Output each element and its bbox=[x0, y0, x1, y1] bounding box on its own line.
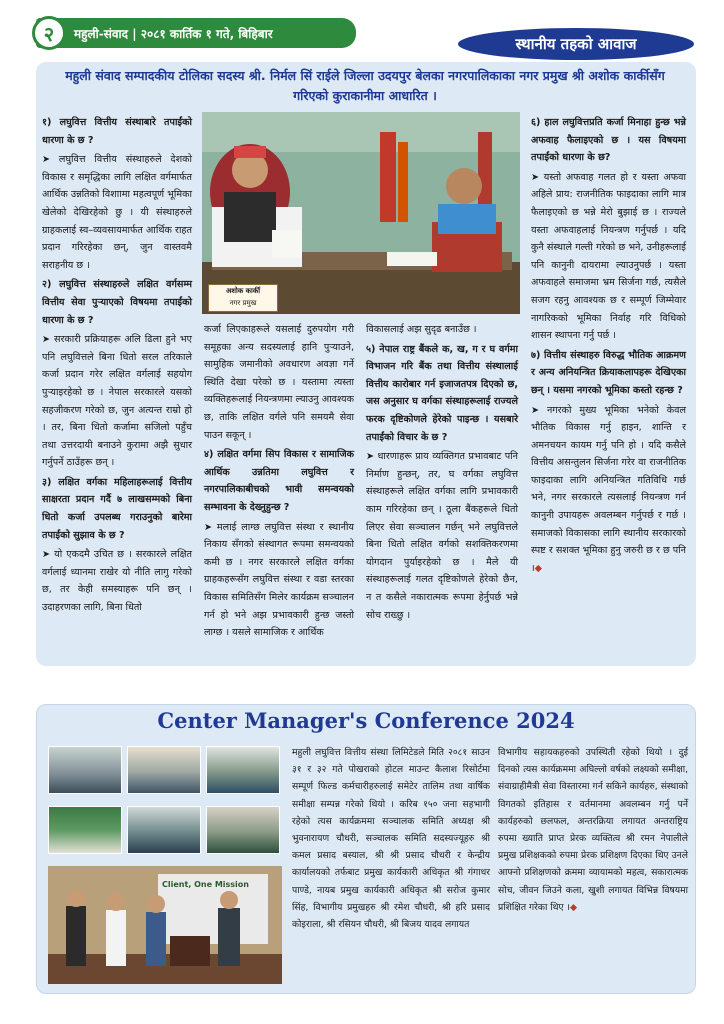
answer-text: ➤ नगरको मुख्य भूमिका भनेको केवल भौतिक विकास गर्नु हाइन, शान्ति र अमनचयन कायम गर्नु पनि हो । यदि कसैले वित्तीय असन्तुलन सिर्जना गरेर वा राजनीतिक फाइदाका लागि अनियन्त्रित गतिविधि गर्छ भने, नगर सरकारले त्यसलाई नियन्त्रण गर्न कानुनी उपायहरू अवलम्बन गर्नुपर्छ र गर्छ । समाजको विकासका लागि स्थानीय सरकारको स्पष्ट र सशक्त भूमिका हुनु जरुरी छ र छ पनि । bbox=[531, 404, 686, 574]
question: १) लघुवित्त वित्तीय संस्थाबारे तपाईंको धारणा के छ ? bbox=[42, 117, 192, 146]
answer: ➤ मलाई लाग्छ लघुवित्त संस्था र स्थानीय निकाय सँगको संस्थागत रूपमा समन्वयको कमी छ । नगर सरकारले लक्षित वर्गका ग्राहकहरूसँग लघुवित्त संस्था र वडा स्तरका विकास समितिसँग मिलेर कार्यक्रम सञ्चालन गर्न हो भने अझ प्रभावकारी हुन्छ जस्तो लाग्छ । यसले सामाजिक र आर्थिक bbox=[204, 521, 354, 639]
conference-title: Center Manager's Conference 2024 bbox=[157, 708, 575, 733]
answer bbox=[531, 402, 686, 578]
conference-photo-thumb bbox=[206, 806, 280, 854]
answer: ➤ लघुवित्त वित्तीय संस्थाहरुले देशको विकास र समृद्धिका लागि लक्षित वर्गमार्फत आर्थिक उन्नतिको विशाामा महत्वपूर्ण भूमिका खेलेको देखिरहेको छु । यी संस्थाहरुले ग्राहकलाई स्व–व्यवसायमार्फत आर्थिक राहत प्रदान गरिरहेका छन्, जुन वास्तवमै सराहनीय छ । bbox=[42, 154, 192, 271]
column-2 bbox=[204, 321, 354, 644]
nameplate bbox=[208, 284, 278, 312]
end-mark-icon: ◆ bbox=[570, 901, 578, 913]
question: ३) लक्षित वर्गका महिलाहरूलाई वित्तीय साक्षरता प्रदान गर्दै ७ लाखसम्मको बिना धितो कर्जा उपलब्ध गराउनुको बारेमा तपाईंको सुझाव के छ ? bbox=[42, 476, 192, 541]
page-header bbox=[36, 18, 356, 48]
conference-banner-text: Client, One Mission bbox=[162, 880, 249, 889]
answer: ➤ सरकारी प्रक्रियाहरू अलि ढिला हुने भए पनि लघुवित्तले बिना धितो सरल तरिकाले कर्जा प्रदान गरेर लक्षित वर्गलाई सहयोग पुऱ्याइरहेको छ । नेपाल सरकारले यसको सहजीकरण गरेको छ, जुन अत्यन्त राम्रो हो । तर, बिना धितो कर्जामा सजिलो पहुँच तथा उत्तरदायी बनाउने कुरामा अझै सुधार गर्नुपर्ने ठाउँहरू छन् । bbox=[42, 334, 192, 469]
interview-headline: महुली संवाद सम्पादकीय टोलिका सदस्य श्री. निर्मल सिं राईले जिल्ला उदयपुर बेलका नगरपालिकाका नगर प्रमुख श्री अशोक कार्कीसँग गरिएको कुराकानीमा आधारित । bbox=[65, 68, 665, 103]
answer: ➤ यस्तो अफवाह गलत हो र यस्ता अफवा अहिले प्राय: राजनीतिक फाइदाका लागि मात्र फैलाइएको छ भन्ने मेरो बुझाई छ । राज्यले यस्ता अफवाहलाई नियन्त्रण गर्नुपर्छ । यदि कुनै संस्थाले गल्ती गरेको छ भने, उनीहरूलाई पनि कानुनी दायरामा ल्याउनुपर्छ । यस्ता अफवाहले समाजमा भ्रम सिर्जना गर्छ, त्यसैले सजग रहनु आवश्यक छ र सम्पूर्ण जिम्मेवार नागरिकको भूमिका निर्वाह गरि विधिको शासन स्थापना गर्नु पर्छ । bbox=[531, 171, 686, 342]
column-4 bbox=[531, 114, 686, 579]
conference-photo-thumb bbox=[48, 806, 122, 854]
answer: विकासलाई अझ सुदृढ बनाउँछ । bbox=[366, 324, 477, 335]
conference-photo-thumb bbox=[127, 806, 201, 854]
question: ६) हाल लघुवित्तप्रति कर्जा मिनाहा हुन्छ भन्ने अफवाह फैलाइएको छ । यस विषयमा तपाईंको धारणा के छ? bbox=[531, 117, 686, 164]
answer: ➤ यो एकदमै उचित छ । सरकारले लक्षित वर्गलाई ध्यानमा राखेर यो नीति लागु गरेको छ, तर केही समस्याहरू पनि छन् । उदाहरणका लागि, बिना धितो bbox=[42, 549, 192, 614]
question: २) लघुवित्त संस्थाहरुले लक्षित वर्गसम्म वित्तीय सेवा पुऱ्याएको विषयमा तपाईंको धारणा के छ ? bbox=[42, 279, 192, 326]
conference-photo-thumb bbox=[48, 746, 122, 794]
column-1 bbox=[42, 114, 192, 619]
section-tag: स्थानीय तहको आवाज bbox=[458, 28, 694, 60]
nameplate-name: अशोक कार्की bbox=[225, 287, 261, 295]
nameplate-title: नगर प्रमुख bbox=[229, 299, 257, 307]
conference-column-2 bbox=[498, 744, 688, 918]
conference-text: महुली लघुवित्त वित्तीय संस्था लिमिटेडले मिति २०८१ साउन ३१ र ३२ गते पोखराको होटल माउन्ट कैलाश रिसोर्टमा सम्पूर्ण फिल्ड कर्मचारीहरुलाई समेटेर तालिम तथा वार्षिक समीक्षा सम्पन्न गरेको थियो । करिब १५० जना सहभागी रहेको त्यस कार्यक्रममा सञ्चालक समिति अध्यक्ष श्री भुवनारायण चौधरी, सञ्चालक समिति सदस्यज्यूहरु श्री कमल प्रसाद बस्याल, श्री श्री प्रसाद चौधरी र केन्द्रीय कार्यालयको तर्फबाट प्रमुख कार्यकारी अधिकृत श्री गंगाधर पाण्डे, नायब प्रमुख कार्यकारी अधिकृत श्री सरोज कुमार सिंह, विभागीय प्रमुखहरु श्री रमेश चौधरी, श्री हरि प्रसाद कोइराला, श्री रसियन चौधरी, श्री बिजय यादव लगायत bbox=[292, 747, 490, 931]
page-number: २ bbox=[32, 16, 66, 50]
conference-text bbox=[498, 744, 688, 916]
question: ४) लक्षित वर्गमा सिप विकास र सामाजिक आर्थिक उन्नतिमा लघुवित्त र नगरपालिकाबीचको भावी समन्वयको सम्भावना के देख्नुहुन्छ ? bbox=[204, 449, 354, 513]
end-mark-icon: ◆ bbox=[534, 562, 543, 574]
header-text: महुली-संवाद | २०८१ कार्तिक १ गते, बिहिबार bbox=[74, 26, 273, 41]
question: ७) वित्तीय संस्थाहरु विरुद्ध भौतिक आक्रमण र अन्य अनियन्त्रित क्रियाकलापहरू देखिएका छन् । यसमा नगरको भूमिका कस्तो रहन्छ ? bbox=[531, 349, 686, 396]
conference-main-photo bbox=[48, 866, 282, 984]
answer: ➤ धारणाहरू प्राय व्यक्तिगत प्रभावबाट पनि निर्माण हुन्छन्, तर, घ वर्गका लघुवित्त संस्थाहरूले लक्षित वर्गका लागि प्रभावकारी काम गरिरहेका छन् । ठूला बैंकहरूले धितो लिएर सेवा सञ्चालन गर्छन् भने लघुवित्तले बिना धितो लक्षित वर्गको सशक्तिकरणमा योगदान पुर्याइरहेको छ । मैले यी संस्थाहरूलाई गलत दृष्टिकोणले हेरेको छैन, न त कसैले नकारात्मक रूपमा हेर्नुपर्छ भन्ने सोच राख्छु । bbox=[366, 451, 518, 621]
conference-text-body: विभागीय सहायकहरुको उपस्थिती रहेको थियो । दुई दिनको त्यस कार्यक्रममा अघिल्लो वर्षको लक्ष्यको समीक्षा, संवाग्राहीमैत्री सेवा विस्तारमा गर्न सकिने कार्यहरु, संस्थाको विगतको इतिहास र वर्तमानमा अवलम्बन गर्नु पर्ने कार्यहरुको छलफल, अन्तरक्रिया लगायत अन्तराष्ट्रिय रुपमा ख्याति प्राप्त प्रेरक व्यक्तित्व श्री रमन नेपालीले प्रमुख प्रशिक्षकको रुपमा प्रेरक प्रशिक्षण दिएका थिए उनले आफ्नो प्रशिक्षणको क्रममा व्यायामको महत्व, सकारात्मक सोच, जीवन जिउने कला, खुशी लगायत विभिन्न विषयमा प्रशिक्षित गरेका थिए । bbox=[498, 747, 688, 913]
conference-column-1 bbox=[292, 744, 490, 935]
answer: कर्जा लिएकाहरूले यसलाई दुरुपयोग गरी समूहका अन्य सदस्यलाई हानि पुऱ्याउने, सामुहिक जमानीको अवधारण अवज्ञा गर्ने स्थिति देखा परेको छ । यस्तामा त्यस्ता व्यक्तिहरूलाई नियन्त्रणमा ल्याउनु आवश्यक छ, ताकि लक्षित वर्गले पनि समयमै सेवा पाउन सकून् । bbox=[204, 324, 354, 441]
conference-photo-thumb bbox=[206, 746, 280, 794]
question: ५) नेपाल राष्ट्र बैंकले क, ख, ग र घ वर्गमा विभाजन गरि बैंक तथा वित्तीय संस्थालाई वित्तीय कारोबार गर्न इजाजतपत्र दिएको छ, जस अनुसार घ वर्गका संस्थाहरूलाई राज्यले फरक दृष्टिकोणले हेरेको पाइन्छ । यसबारे तपाईंको विचार के छ ? bbox=[366, 343, 518, 443]
interview-photo bbox=[202, 112, 520, 314]
conference-photo-thumb bbox=[127, 746, 201, 794]
column-3 bbox=[366, 321, 518, 626]
